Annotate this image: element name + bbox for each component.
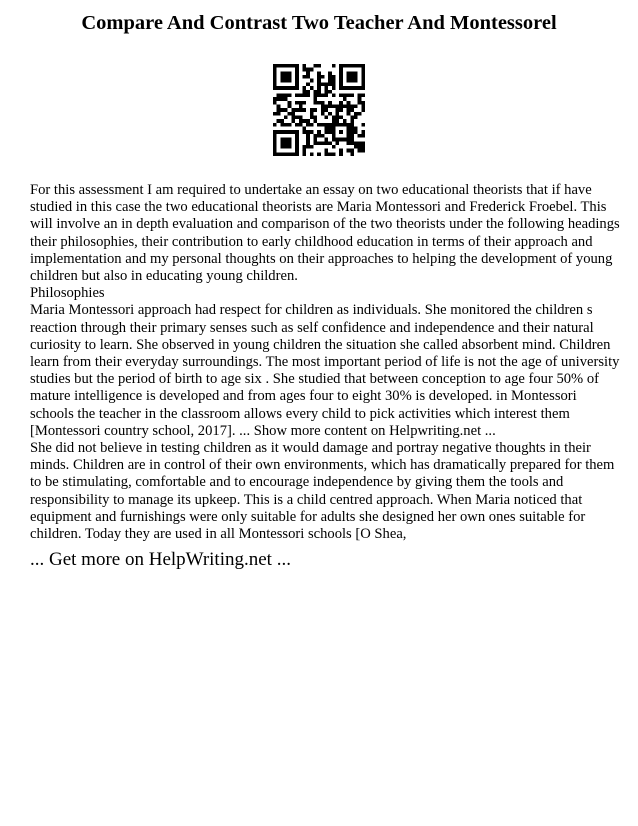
page-title: Compare And Contrast Two Teacher And Montessorel [81,12,557,34]
get-more-link[interactable]: ... Get more on HelpWriting.net ... [30,549,291,570]
qr-code-icon[interactable] [273,64,365,156]
testing-paragraph: She did not believe in testing children as it would damage and portray negative thoughts in their minds. Children are in control of their own environments, which has dramatically prepared for them to be stimulating, comfortable and to encourage independence by giving them the tools and responsibility to manage its upkeep. This is a child centred approach. When Maria noticed that equipment and furnishings were only suitable for adults she designed her own ones suitable for children. Today they are used in all Montessori schools [O Shea, [30,440,615,543]
section-heading-philosophies: Philosophies [30,285,105,302]
essay-body [30,182,620,543]
montessori-paragraph: Maria Montessori approach had respect for children as individuals. She monitored the children s reaction through their primary senses such as self confidence and independence and their natural curiosity to learn. She observed in young children the situation she called absorbent mind. Children learn from their everyday surroundings. The most important period of life is not the age of university studies but the period of birth to age six . She studied that between conception to age four 50% of mature intelligence is developed and from ages four to eight 30% is developed. in Montessori schools the teacher in the classroom allows every child to pick activities which interest them [Montessori country school, 2017]. ... Show more content on Helpwriting.net ... [30,302,620,439]
intro-paragraph: For this assessment I am required to undertake an essay on two educational theorists that if have studied in this case the two educational theorists are Maria Montessori and Frederick Froebel. This will involve an in depth evaluation and comparison of the two theorists under the following headings their philosophies, their contribution to early childhood education in terms of their approach and implementation and my personal thoughts on their approaches to helping the development of young children but also in educating young children. [30,182,620,285]
